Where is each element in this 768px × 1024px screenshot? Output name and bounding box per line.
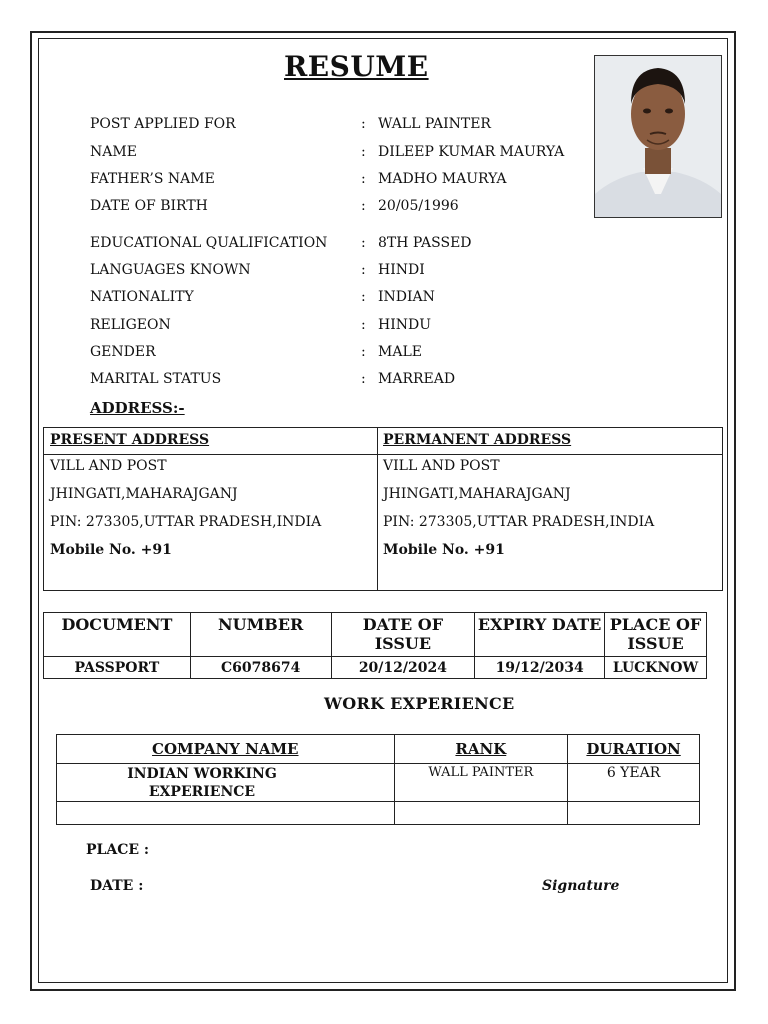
column-header: DOCUMENT [44,613,191,657]
table-cell [394,802,568,825]
documents-header-row [44,613,707,657]
field-label: NAME [90,144,137,160]
column-header: COMPANY NAME [57,735,395,764]
permanent-address-line: PIN: 273305,UTTAR PRADESH,INDIA [383,514,655,530]
work-header-row [57,735,700,764]
field-value: 20/05/1996 [378,198,459,214]
permanent-address-line: VILL AND POST [383,458,500,474]
field-label: EDUCATIONAL QUALIFICATION [90,235,328,251]
permanent-address-line: JHINGATI,MAHARAJGANJ [383,486,571,502]
field-colon: : [361,317,366,333]
field-label: RELIGEON [90,317,171,333]
field-label: DATE OF BIRTH [90,198,208,214]
field-colon: : [361,235,366,251]
field-label: NATIONALITY [90,289,194,305]
column-header: DATE OF ISSUE [331,613,475,657]
table-row [57,764,700,802]
address-table [43,427,723,591]
field-value: 8TH PASSED [378,235,472,251]
table-cell: 20/12/2024 [331,657,475,679]
field-value: WALL PAINTER [378,116,491,132]
field-label: LANGUAGES KNOWN [90,262,251,278]
work-experience-title: WORK EXPERIENCE [324,694,515,713]
table-cell: C6078674 [190,657,331,679]
present-address-line: VILL AND POST [50,458,167,474]
field-value: MADHO MAURYA [378,171,507,187]
portrait-icon [595,56,721,217]
permanent-address-title: PERMANENT ADDRESS [377,428,722,455]
table-cell: 6 YEAR [568,764,700,802]
field-colon: : [361,144,366,160]
column-header: EXPIRY DATE [475,613,605,657]
address-heading: ADDRESS:- [90,399,185,417]
place-label: PLACE : [86,842,150,858]
date-label: DATE : [90,878,144,894]
table-cell: WALL PAINTER [394,764,568,802]
field-label: GENDER [90,344,156,360]
table-cell: PASSPORT [44,657,191,679]
table-cell [57,764,395,802]
field-value: MALE [378,344,422,360]
signature-label: Signature [542,878,620,894]
present-address-line: PIN: 273305,UTTAR PRADESH,INDIA [50,514,322,530]
field-value: MARREAD [378,371,456,387]
field-label: FATHER’S NAME [90,171,215,187]
table-cell: 19/12/2034 [475,657,605,679]
field-value: HINDI [378,262,425,278]
field-value: HINDU [378,317,432,333]
column-header: DURATION [568,735,700,764]
table-cell: LUCKNOW [605,657,707,679]
field-value: INDIAN [378,289,435,305]
field-colon: : [361,344,366,360]
present-address-column [44,428,378,590]
permanent-address-column [377,428,722,590]
table-cell [57,802,395,825]
field-colon: : [361,116,366,132]
present-mobile: Mobile No. +91 [50,542,172,558]
field-label: POST APPLIED FOR [90,116,236,132]
present-address-title: PRESENT ADDRESS [44,428,377,455]
present-address-line: JHINGATI,MAHARAJGANJ [50,486,238,502]
field-label: MARITAL STATUS [90,371,222,387]
table-row [44,657,707,679]
applicant-photo [594,55,722,218]
field-value: DILEEP KUMAR MAURYA [378,144,565,160]
column-header: RANK [394,735,568,764]
field-colon: : [361,171,366,187]
field-colon: : [361,262,366,278]
column-header: NUMBER [190,613,331,657]
table-row [57,802,700,825]
column-header: PLACE OF ISSUE [605,613,707,657]
field-colon: : [361,198,366,214]
permanent-mobile: Mobile No. +91 [383,542,505,558]
table-cell [568,802,700,825]
company-name-text: INDIAN WORKING EXPERIENCE [127,766,277,800]
field-colon: : [361,289,366,305]
page-title: RESUME [284,50,429,83]
documents-table [43,612,707,679]
field-colon: : [361,371,366,387]
work-experience-table [56,734,700,825]
